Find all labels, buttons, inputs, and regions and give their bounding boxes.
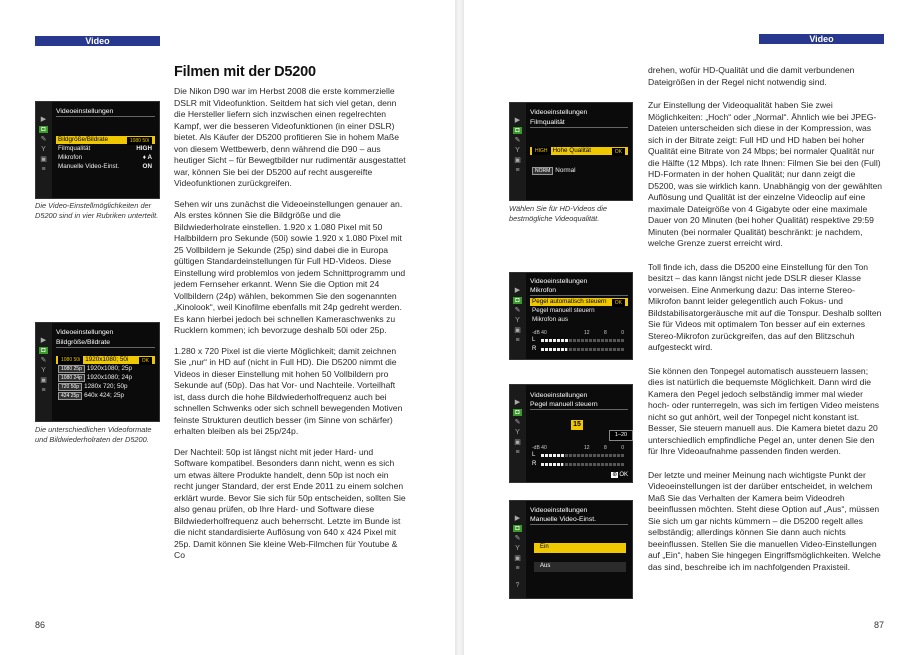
meter-scale bbox=[532, 445, 624, 451]
menu-sidebar bbox=[510, 273, 526, 359]
camera-screen-video-settings bbox=[35, 101, 160, 199]
format-label: 1920x1080; 24p bbox=[86, 374, 133, 381]
format-row[interactable] bbox=[56, 365, 155, 373]
wrench-icon: Y bbox=[515, 545, 520, 552]
retouch-icon: ▣ bbox=[40, 377, 47, 384]
screen-title: Videoeinstellungen bbox=[530, 109, 588, 116]
paragraph: Der letzte und meiner Meinung nach wichtigste Punkt der Videoeinstellungen ist der darüber entscheidet, in welchem Maß Sie das Verhalten der Kamera beim Videodreh beeinflussen möchten. Steht diese Option auf „Aus“, müssen Sie sich um gar nichts kümmern – die D5200 regelt alles selbständig; allerdings können Sie dann auch nichts beeinflussen. Stellen Sie die manuellen Video-Einstellungen auf „Ein“, haben Sie hingegen Eingriffsmöglichkeiten. Welche das sind, beschreibe ich im nachfolgenden Praxisteil. bbox=[648, 469, 881, 572]
quality-label: Hohe Qualität bbox=[552, 147, 592, 154]
retouch-icon: ▣ bbox=[514, 327, 521, 334]
camera-icon: ◘ bbox=[513, 297, 522, 304]
camera-icon: ◘ bbox=[513, 525, 522, 532]
format-row[interactable] bbox=[56, 392, 155, 400]
recent-icon: ≡ bbox=[41, 166, 46, 173]
format-tag: 1080 25p bbox=[58, 365, 85, 373]
pencil-icon: ✎ bbox=[40, 136, 47, 143]
level-meter-right bbox=[532, 463, 624, 467]
paragraph: Toll finde ich, dass die D5200 eine Einstellung für den Ton besitzt – das kann längst nicht jede DSLR dieser Klasse vorweisen. Eine Anmerkung dazu: Das interne Stereo-Mikrofon bannt leider gelegentlich auch Fokus- und Bildstabilisatorgeräusche mit auf die Tonspur. Deshalb sollten Sie für Videos mit optimalem Ton besser auf ein externes Stereo-Mikrofon zurückgreifen, das auf den Blitzschuh aufgesteckt wird. bbox=[648, 261, 882, 352]
mic-option-label: Mikrofon aus bbox=[532, 316, 569, 323]
screen-subtitle: Filmqualität bbox=[530, 119, 628, 128]
option-aus[interactable]: Aus bbox=[534, 562, 626, 572]
format-tag: 720 50p bbox=[58, 383, 82, 391]
level-meter-left bbox=[532, 339, 624, 343]
scale-label: 0 bbox=[621, 445, 624, 451]
playback-icon: ▶ bbox=[514, 399, 521, 406]
paragraph: Sehen wir uns zunächst die Videoeinstellungen genauer an. Als erstes können Sie die Bildgröße und die Bildwiederholrate einstellen. 1.920 x 1.080 Pixel mit 50 Halbbildern pro Sekunde (50i) sowie 1.920 x 1.080 Pixel mit 25 Vollbildern je Sekunde (25p) sind dabei die in Europa gültigen Standardeinstellungen für Full HD-Videos. Diese Einstellung wird problemlos von jedem Schnittprogramm und jedem Fernseher erkannt. Wenn Sie die Option mit 24 Vollbildern (24p) wählen, bekommen Sie den sogenannten „Kinolook“, weil Kinofilme ebenfalls mit 24p gedreht werden. Es kann hierbei jedoch bei schnellen Kameraschwenks zu Rucklern kommen; ich bevorzuge deshalb 50i oder 25p. bbox=[174, 198, 406, 335]
quality-label: Normal bbox=[555, 167, 576, 174]
format-tag: 424 25p bbox=[58, 392, 82, 400]
retouch-icon: ▣ bbox=[514, 439, 521, 446]
camera-icon: ◘ bbox=[513, 409, 522, 416]
ok-label: OK bbox=[619, 472, 628, 478]
menu-sidebar bbox=[36, 323, 52, 421]
camera-screen-mikrofon bbox=[509, 272, 633, 360]
level-range: 1–20 bbox=[609, 430, 633, 441]
caption-quality: Wählen Sie für HD-Videos die bestmögliche Videoqualität. bbox=[509, 204, 608, 223]
wrench-icon: Y bbox=[41, 367, 46, 374]
recent-icon: ≡ bbox=[41, 387, 46, 394]
screen-subtitle: Manuelle Video-Einst. bbox=[530, 516, 628, 525]
page-heading: Filmen mit der D5200 bbox=[174, 64, 316, 80]
section-bar-video: Video bbox=[35, 36, 160, 46]
page-number-left: 86 bbox=[35, 620, 46, 630]
menu-sidebar bbox=[510, 385, 526, 482]
meter-fill bbox=[541, 454, 565, 457]
menu-sidebar bbox=[510, 103, 526, 200]
playback-icon: ▶ bbox=[40, 337, 47, 344]
row-label: Bildgröße/Bildrate bbox=[58, 136, 109, 143]
paragraph: Der Nachteil: 50p ist längst nicht mit jeder Hard- und Software kompatibel. Besonders dann nicht, wenn es sich um etwas ältere Produkte handelt, denn 50p ist noch ein recht junger Standard, der erst Ende 2011 zu einem solchen erklärt wurde. Bevor Sie sich für 50p entscheiden, sollten Sie also genau prüfen, ob Ihre Hard- und Software diese Bildwiederholfrequenz auch beherrscht. Letzte im Bunde ist die nicht standardisierte Auflösung von 640 x 424 Pixel mit 25p. Damit können Sie kleine Web-Filmchen für Youtube & Co bbox=[174, 446, 406, 560]
mic-option-label: Pegel manuell steuern bbox=[532, 307, 595, 314]
mic-option-manual[interactable] bbox=[530, 307, 628, 315]
playback-icon: ▶ bbox=[514, 117, 521, 124]
recent-icon: ≡ bbox=[515, 337, 520, 344]
right-body-text bbox=[648, 65, 883, 582]
paragraph: 1.280 x 720 Pixel ist die vierte Möglichkeit; damit zeichnen Sie „nur“ in HD auf (nicht in Full HD). Die D5200 nimmt die Videos in dieser Einstellung mit hohen 50 Vollbildern pro Sekunde auf (50p). Das hat Vor- und Nachteile. Vorteilhaft ist, dass durch die hohe Bildwiederholfrequenz auch bei schnellen Schwenks oder sich schnell bewegenden Motiven feinste Strukturen deutlich besser (im Sinne von schärfer) erhalten bleiben als bei 25p/24p. bbox=[174, 345, 403, 436]
screen-subtitle: Mikrofon bbox=[530, 287, 628, 296]
left-page bbox=[0, 0, 455, 655]
recent-icon: ≡ bbox=[515, 167, 520, 174]
channel-label: L bbox=[532, 337, 536, 343]
level-value-box[interactable]: 15 bbox=[571, 420, 583, 430]
pencil-icon: ✎ bbox=[514, 419, 521, 426]
row-label: Filmqualität bbox=[58, 145, 91, 152]
camera-screen-bildgroesse bbox=[35, 322, 160, 422]
channel-label: R bbox=[532, 461, 537, 467]
paragraph: Sie können den Tonpegel automatisch aussteuern lassen; dies ist natürlich die bequemste Möglichkeit. Dann wird die Kamera den Pegel jedoch selbständig immer mal wieder hoch- oder runterregeln, was sich im fertigen Video meistens nicht so gut anhört, weil der Tonpegel nicht konstant ist. Besser, Sie steuern manuell aus. Die Kamera bietet dazu 20 unterschiedlich empfindliche Pegel an, unter denen Sie den für Ihre Videoaufnahme passenden finden werden. bbox=[648, 365, 880, 456]
pencil-icon: ✎ bbox=[514, 535, 521, 542]
retouch-icon: ▣ bbox=[514, 157, 521, 164]
scale-label: -dB 40 bbox=[532, 445, 547, 451]
ok-badge: OK bbox=[612, 299, 625, 307]
quality-row-normal[interactable] bbox=[530, 167, 628, 175]
menu-row-filmqualitaet[interactable] bbox=[56, 145, 155, 153]
screen-title: Videoeinstellungen bbox=[530, 507, 588, 514]
section-bar-video: Video bbox=[759, 34, 884, 44]
screen-subtitle: Bildgröße/Bildrate bbox=[56, 339, 155, 348]
paragraph: Die Nikon D90 war im Herbst 2008 die erste kommerzielle DSLR mit Videofunktion. Seitdem hat sich viel getan, denn die Hersteller liefern sich inzwischen einen regelrechten Kampf, wer die besseren Videofunktionen (in einer DSLR) bietet. Als Käufer der D5200 profitieren Sie in hohem Maße von diesem Wettbewerb, denn während die D90 – aus heutiger Sicht – für Bewegtbilder nur rudimentär ausgestattet war, können Sie bei der D5200 auf recht ausgereifte Videofunktionen zurückgreifen. bbox=[174, 86, 406, 188]
format-tag: 1080 24p bbox=[58, 374, 85, 382]
format-label: 1920x1080; 25p bbox=[86, 365, 133, 372]
ok-key-icon: ⊛ bbox=[612, 472, 618, 478]
scale-label: 8 bbox=[604, 445, 607, 451]
playback-icon: ▶ bbox=[514, 515, 521, 522]
mic-option-auto[interactable] bbox=[530, 298, 628, 306]
screen-subtitle: Pegel manuell steuern bbox=[530, 401, 628, 410]
menu-sidebar bbox=[36, 102, 52, 198]
page-number-right: 87 bbox=[873, 620, 884, 630]
format-tag: 1080 50i bbox=[58, 356, 83, 364]
format-row[interactable] bbox=[56, 383, 155, 391]
format-row[interactable] bbox=[56, 356, 155, 364]
camera-icon: ◘ bbox=[513, 127, 522, 134]
meter-fill bbox=[541, 463, 563, 466]
level-meter-right bbox=[532, 348, 624, 352]
camera-screen-manuell bbox=[509, 500, 633, 599]
row-label: Manuelle Video-Einst. bbox=[58, 163, 120, 170]
scale-label: 0 bbox=[621, 330, 624, 336]
menu-sidebar bbox=[510, 501, 526, 598]
caption-screen2: Die unterschiedlichen Videoformate und Bildwiederholraten der D5200. bbox=[35, 425, 152, 444]
menu-row-bildgroesse[interactable] bbox=[56, 136, 155, 144]
book-gutter bbox=[455, 0, 464, 655]
camera-icon: ◘ bbox=[39, 347, 48, 354]
quality-tag: NORM bbox=[532, 167, 553, 175]
recent-icon: ≡ bbox=[515, 565, 520, 572]
format-label: 640x 424; 25p bbox=[84, 392, 124, 399]
format-row[interactable] bbox=[56, 374, 155, 382]
wrench-icon: Y bbox=[41, 146, 46, 153]
ok-badge: OK bbox=[139, 357, 152, 365]
retouch-icon: ▣ bbox=[514, 555, 521, 562]
retouch-icon: ▣ bbox=[40, 156, 47, 163]
paragraph: drehen, wofür HD-Qualität und die damit verbundenen Dateigrößen in der Regel nicht notwendig sind. bbox=[648, 65, 855, 87]
channel-label: L bbox=[532, 452, 536, 458]
meter-scale bbox=[532, 330, 624, 336]
help-icon: ? bbox=[515, 582, 520, 589]
ok-badge: OK bbox=[612, 148, 625, 156]
meter-fill bbox=[541, 348, 567, 351]
row-value: HIGH bbox=[136, 145, 152, 152]
wrench-icon: Y bbox=[515, 317, 520, 324]
pencil-icon: ✎ bbox=[514, 137, 521, 144]
screen-title: Videoeinstellungen bbox=[530, 392, 588, 399]
menu-row-mikrofon[interactable] bbox=[56, 154, 155, 162]
scale-label: -dB 40 bbox=[532, 330, 547, 336]
meter-fill bbox=[541, 339, 569, 342]
camera-icon: ◘ bbox=[39, 126, 48, 133]
format-label: 1920x1080; 50i bbox=[85, 356, 129, 363]
caption-screen1: Die Video-Einstellmöglichkeiten der D5200 sind in vier Rubriken unterteilt. bbox=[35, 201, 159, 220]
row-value: ON bbox=[142, 163, 152, 170]
screen-title: Videoeinstellungen bbox=[56, 329, 114, 336]
screen-title: Videoeinstellungen bbox=[530, 278, 588, 285]
scale-label: 12 bbox=[584, 330, 590, 336]
mic-option-label: Pegel automatisch steuern bbox=[532, 298, 607, 305]
paragraph: Zur Einstellung der Videoqualität haben Sie zwei Möglichkeiten: „Hoch“ oder „Normal“. Ähnlich wie bei JPEG-Dateien unterscheiden sich diese in der Kompression, was sich in der Bitrate zeigt: Full HD und HD haben bei hoher Qualität eine Bitrate von 24 Mbps; bei normaler Qualität nur die Hälfte (12 Mbps). Ich rate Ihnen: Filmen Sie bei den (Full) HD-Formaten in der hohen Qualität; nur dann zeigt die D5200, was sie wirklich kann. Unabhängig von der gewählten Auflösung und Qualität ist der einzelne Videoclip auf eine maximale Dateigröße von 4 Gigabyte oder eine maximale Dauer von 20 Minuten (bei hoher Qualität) respektive 29:59 Minuten (bei normaler Qualität) beschränkt: je nachdem, welche Grenze zuerst erreicht wird. bbox=[648, 100, 883, 248]
wrench-icon: Y bbox=[515, 429, 520, 436]
playback-icon: ▶ bbox=[514, 287, 521, 294]
camera-screen-pegel bbox=[509, 384, 633, 483]
quality-row-high[interactable] bbox=[530, 147, 628, 155]
menu-row-manuelle-video[interactable] bbox=[56, 163, 155, 171]
wrench-icon: Y bbox=[515, 147, 520, 154]
recent-icon: ≡ bbox=[515, 449, 520, 456]
row-value: ♦ A bbox=[142, 154, 152, 161]
scale-label: 12 bbox=[584, 445, 590, 451]
option-ein[interactable]: Ein bbox=[534, 543, 626, 553]
format-label: 1280x 720; 50p bbox=[84, 383, 128, 390]
playback-icon: ▶ bbox=[40, 116, 47, 123]
row-value: 1080 50i bbox=[127, 137, 152, 145]
channel-label: R bbox=[532, 346, 537, 352]
scale-label: 8 bbox=[604, 330, 607, 336]
screen-title: Videoeinstellungen bbox=[56, 108, 155, 117]
mic-option-off[interactable] bbox=[530, 316, 628, 324]
quality-tag: HIGH bbox=[532, 147, 551, 155]
pencil-icon: ✎ bbox=[40, 357, 47, 364]
pencil-icon: ✎ bbox=[514, 307, 521, 314]
ok-button[interactable] bbox=[611, 471, 628, 478]
camera-screen-filmqualitaet bbox=[509, 102, 633, 201]
right-page bbox=[464, 0, 919, 655]
left-body-text bbox=[174, 86, 408, 571]
level-meter-left bbox=[532, 454, 624, 458]
row-label: Mikrofon bbox=[58, 154, 83, 161]
